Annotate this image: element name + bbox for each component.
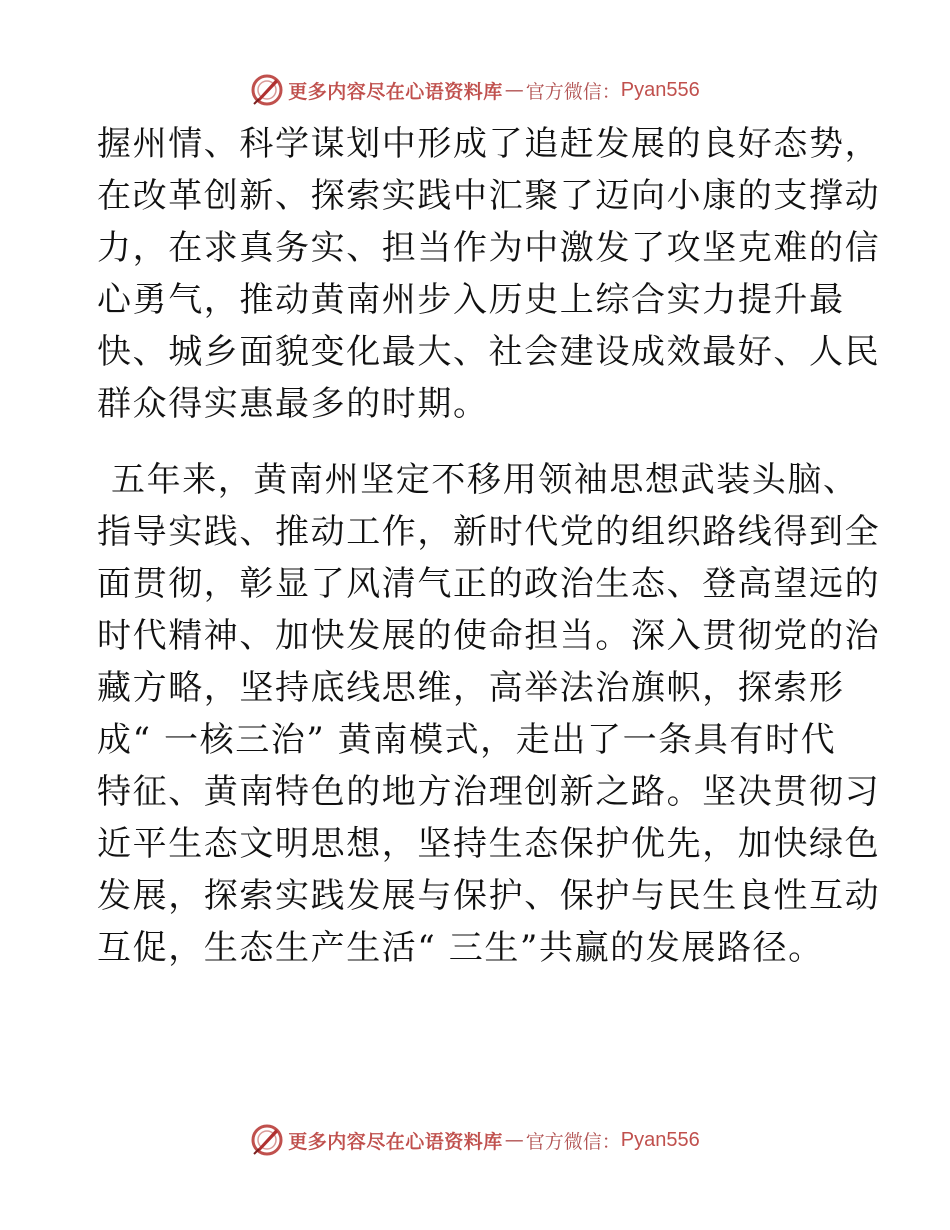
wechat-handle: Pyan556 [620, 78, 700, 101]
promo-text: 更多内容尽在心语资料库 [288, 80, 503, 103]
header-banner [0, 70, 950, 110]
footer-banner [0, 1120, 950, 1160]
text-line: 五年来，黄南州坚定不移用领袖思想武装头脑、 [111, 460, 859, 500]
document-body [97, 118, 881, 974]
text-line: 心勇气，推动黄南州步入历史上综合实力提升最 [97, 280, 845, 320]
quill-pen-logo-icon [250, 1123, 284, 1157]
banner-dash: — [504, 1129, 524, 1151]
text-line: 快、城乡面貌变化最大、社会建设成效最好、人民 [97, 332, 881, 372]
text-line: 互促，生态生产生活“ 三生”共赢的发展路径。 [97, 928, 824, 968]
text-line: 群众得实惠最多的时期。 [97, 384, 489, 424]
text-line: 力，在求真务实、担当作为中激发了攻坚克难的信 [97, 228, 881, 268]
quill-pen-logo-icon [250, 73, 284, 107]
text-line: 藏方略，坚持底线思维，高举法治旗帜，探索形 [97, 668, 845, 708]
paragraph-spacer [97, 430, 857, 454]
text-line: 握州情、科学谋划中形成了追赶发展的良好态势， [97, 124, 881, 164]
text-line: 特征、黄南特色的地方治理创新之路。坚决贯彻习 [97, 772, 881, 812]
wechat-label: 官方微信： [525, 80, 621, 103]
text-line: 在改革创新、探索实践中汇聚了迈向小康的支撑动 [97, 176, 881, 216]
text-line: 成“ 一核三治” 黄南模式，走出了一条具有时代 [97, 720, 837, 760]
wechat-label: 官方微信： [525, 1130, 621, 1153]
promo-text: 更多内容尽在心语资料库 [288, 1130, 503, 1153]
text-line: 指导实践、推动工作，新时代党的组织路线得到全 [97, 512, 881, 552]
text-line: 发展，探索实践发展与保护、保护与民生良性互动 [97, 876, 881, 916]
text-line: 时代精神、加快发展的使命担当。深入贯彻党的治 [97, 616, 881, 656]
wechat-handle: Pyan556 [620, 1128, 700, 1151]
banner-dash: — [504, 79, 524, 101]
paragraph-1 [97, 118, 881, 430]
text-line: 面贯彻，彰显了风清气正的政治生态、登高望远的 [97, 564, 881, 604]
paragraph-2 [97, 454, 881, 974]
text-line: 近平生态文明思想，坚持生态保护优先，加快绿色 [97, 824, 881, 864]
